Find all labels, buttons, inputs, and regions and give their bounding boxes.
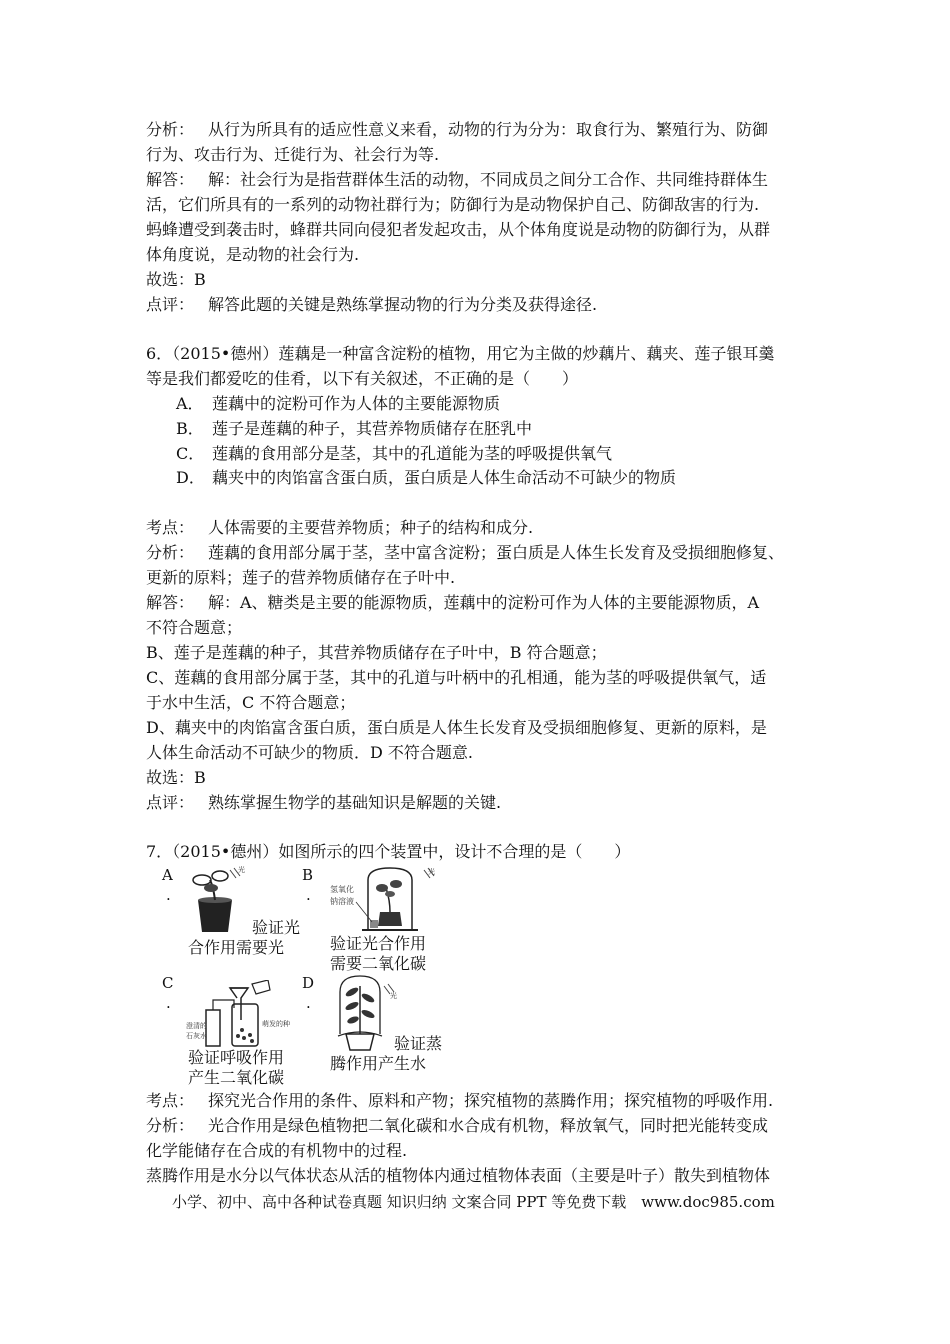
- respiration-apparatus-figure: [186, 980, 302, 1048]
- q6-comment: 点评： 熟练掌握生物学的基础知识是解题的关键.: [146, 793, 502, 812]
- comment-label: 点评：: [146, 295, 195, 314]
- potted-plant-light-figure: [186, 864, 248, 936]
- q5-answer-line-4: 体角度说，是动物的社会行为.: [146, 245, 360, 264]
- q6-analysis-line-1: 分析： 莲藕的食用部分属于茎，茎中富含淀粉；蛋白质是人体生长发育及受损细胞修复、: [146, 543, 785, 562]
- figure-d-dot: .: [306, 994, 311, 1012]
- figure-b-dot: .: [306, 886, 311, 904]
- q6-answer-line-2: 不符合题意；: [146, 618, 243, 637]
- light-label: 光: [238, 866, 245, 874]
- figure-a-caption-1: 验证光: [252, 918, 301, 937]
- q7-analysis-line-1: 分析： 光合作用是绿色植物把二氧化碳和水合成有机物，释放氧气，同时把光能转变成: [146, 1116, 769, 1135]
- figure-d-letter: D: [302, 974, 315, 992]
- q6-option-a: A． 莲藕中的淀粉可作为人体的主要能源物质: [176, 394, 501, 413]
- q5-answer-line-3: 蚂蜂遭受到袭击时，蜂群共同向侵犯者发起攻击，从个体角度说是动物的防御行为，从群: [146, 220, 771, 239]
- q6-answer-line-6: D、藕夹中的肉馅富含蛋白质，蛋白质是人体生长发育及受损细胞修复、更新的原料，是: [146, 718, 767, 737]
- bell-jar-naoh-figure: [328, 864, 440, 936]
- q7-analysis-line-2: 化学能储存在合成的有机物中的过程.: [146, 1141, 408, 1160]
- q6-option-d: D． 藕夹中的肉馅富含蛋白质，蛋白质是人体生命活动不可缺少的物质: [176, 468, 677, 487]
- answer-label: 解答：: [146, 593, 195, 612]
- figure-a-caption-2: 合作用需要光: [188, 938, 285, 957]
- answer-label: 解答：: [146, 170, 195, 189]
- q5-choice: 故选：B: [146, 270, 206, 289]
- limewater-label-2: 石灰水: [186, 1032, 207, 1040]
- figure-d-caption-2: 腾作用产生水: [330, 1054, 427, 1073]
- q6-analysis-line-2: 更新的原料；莲子的营养物质储存在子叶中.: [146, 568, 456, 587]
- q5-answer-line-2: 活，它们所具有的一系列的动物社群行为；防御行为是动物保护自己、防御敌害的行为.: [146, 195, 760, 214]
- q6-point: 考点： 人体需要的主要营养物质；种子的结构和成分.: [146, 518, 534, 537]
- figure-c-dot: .: [166, 994, 171, 1012]
- q5-analysis-line-1: 分析： 从行为所具有的适应性意义来看，动物的行为分为：取食行为、繁殖行为、防御: [146, 120, 769, 139]
- q7-stem: 7．（2015•德州）如图所示的四个装置中，设计不合理的是（ ）: [146, 842, 631, 861]
- analysis-label: 分析：: [146, 543, 195, 562]
- plastic-bag-plant-figure: [326, 972, 402, 1052]
- q5-analysis-line-2: 行为、攻击行为、迁徙行为、社会行为等.: [146, 145, 440, 164]
- analysis-label: 分析：: [146, 1116, 195, 1135]
- q6-answer-line-4: C、莲藕的食用部分属于茎，其中的孔道与叶柄中的孔相通，能为茎的呼吸提供氧气，适: [146, 668, 767, 687]
- figure-c-letter: C: [162, 974, 174, 992]
- q6-answer-line-1: 解答： 解：A、糖类是主要的能源物质，莲藕中的淀粉可作为人体的主要能源物质，A: [146, 593, 760, 612]
- naoh-label-1: 氢氧化: [330, 885, 354, 894]
- figure-c-caption-2: 产生二氧化碳: [188, 1068, 285, 1087]
- q5-comment: 点评： 解答此题的关键是熟练掌握动物的行为分类及获得途径.: [146, 295, 598, 314]
- q6-option-b: B． 莲子是莲藕的种子，其营养物质储存在胚乳中: [176, 419, 533, 438]
- seeds-label: 萌发的种: [262, 1020, 290, 1028]
- figure-b-caption-1: 验证光合作用: [330, 934, 427, 953]
- q6-answer-line-3: B、莲子是莲藕的种子，其营养物质储存在子叶中，B 符合题意；: [146, 643, 607, 662]
- q7-point: 考点： 探究光合作用的条件、原料和产物；探究植物的蒸腾作用；探究植物的呼吸作用.: [146, 1091, 774, 1110]
- comment-label: 点评：: [146, 793, 195, 812]
- figure-b-caption-2: 需要二氧化碳: [330, 954, 427, 973]
- analysis-label: 分析：: [146, 120, 195, 139]
- q6-option-c: C． 莲藕的食用部分是茎，其中的孔道能为茎的呼吸提供氧气: [176, 444, 613, 463]
- page-footer: 小学、初中、高中各种试卷真题 知识归纳 文案合同 PPT 等免费下载 www.doc985.com: [172, 1193, 775, 1211]
- light-label: 光: [428, 868, 435, 876]
- point-label: 考点：: [146, 1091, 195, 1110]
- q6-choice: 故选：B: [146, 768, 206, 787]
- figure-b-letter: B: [302, 866, 314, 884]
- light-label: 光: [390, 992, 397, 1000]
- q6-answer-line-7: 人体生命活动不可缺少的物质．D 不符合题意.: [146, 743, 474, 762]
- q5-answer-line-1: 解答： 解：社会行为是指营群体生活的动物，不同成员之间分工合作、共同维持群体生: [146, 170, 769, 189]
- q6-stem-line-1: 6．（2015•德州）莲藕是一种富含淀粉的植物，用它为主做的炒藕片、藕夹、莲子银耳羹: [146, 344, 775, 363]
- point-label: 考点：: [146, 518, 195, 537]
- figure-d-caption-1: 验证蒸: [394, 1034, 443, 1053]
- figure-c-caption-1: 验证呼吸作用: [188, 1048, 285, 1067]
- figure-a-letter: A: [162, 866, 173, 884]
- figure-a-dot: .: [166, 886, 171, 904]
- naoh-label-2: 钠溶液: [330, 897, 354, 906]
- q7-last-line: 蒸腾作用是水分以气体状态从活的植物体内通过植物体表面（主要是叶子）散失到植物体: [146, 1166, 771, 1185]
- q6-stem-line-2: 等是我们都爱吃的佳肴，以下有关叙述，不正确的是（ ）: [146, 369, 579, 388]
- limewater-label-1: 澄清的: [186, 1022, 207, 1030]
- q6-answer-line-5: 于水中生活，C 不符合题意；: [146, 693, 356, 712]
